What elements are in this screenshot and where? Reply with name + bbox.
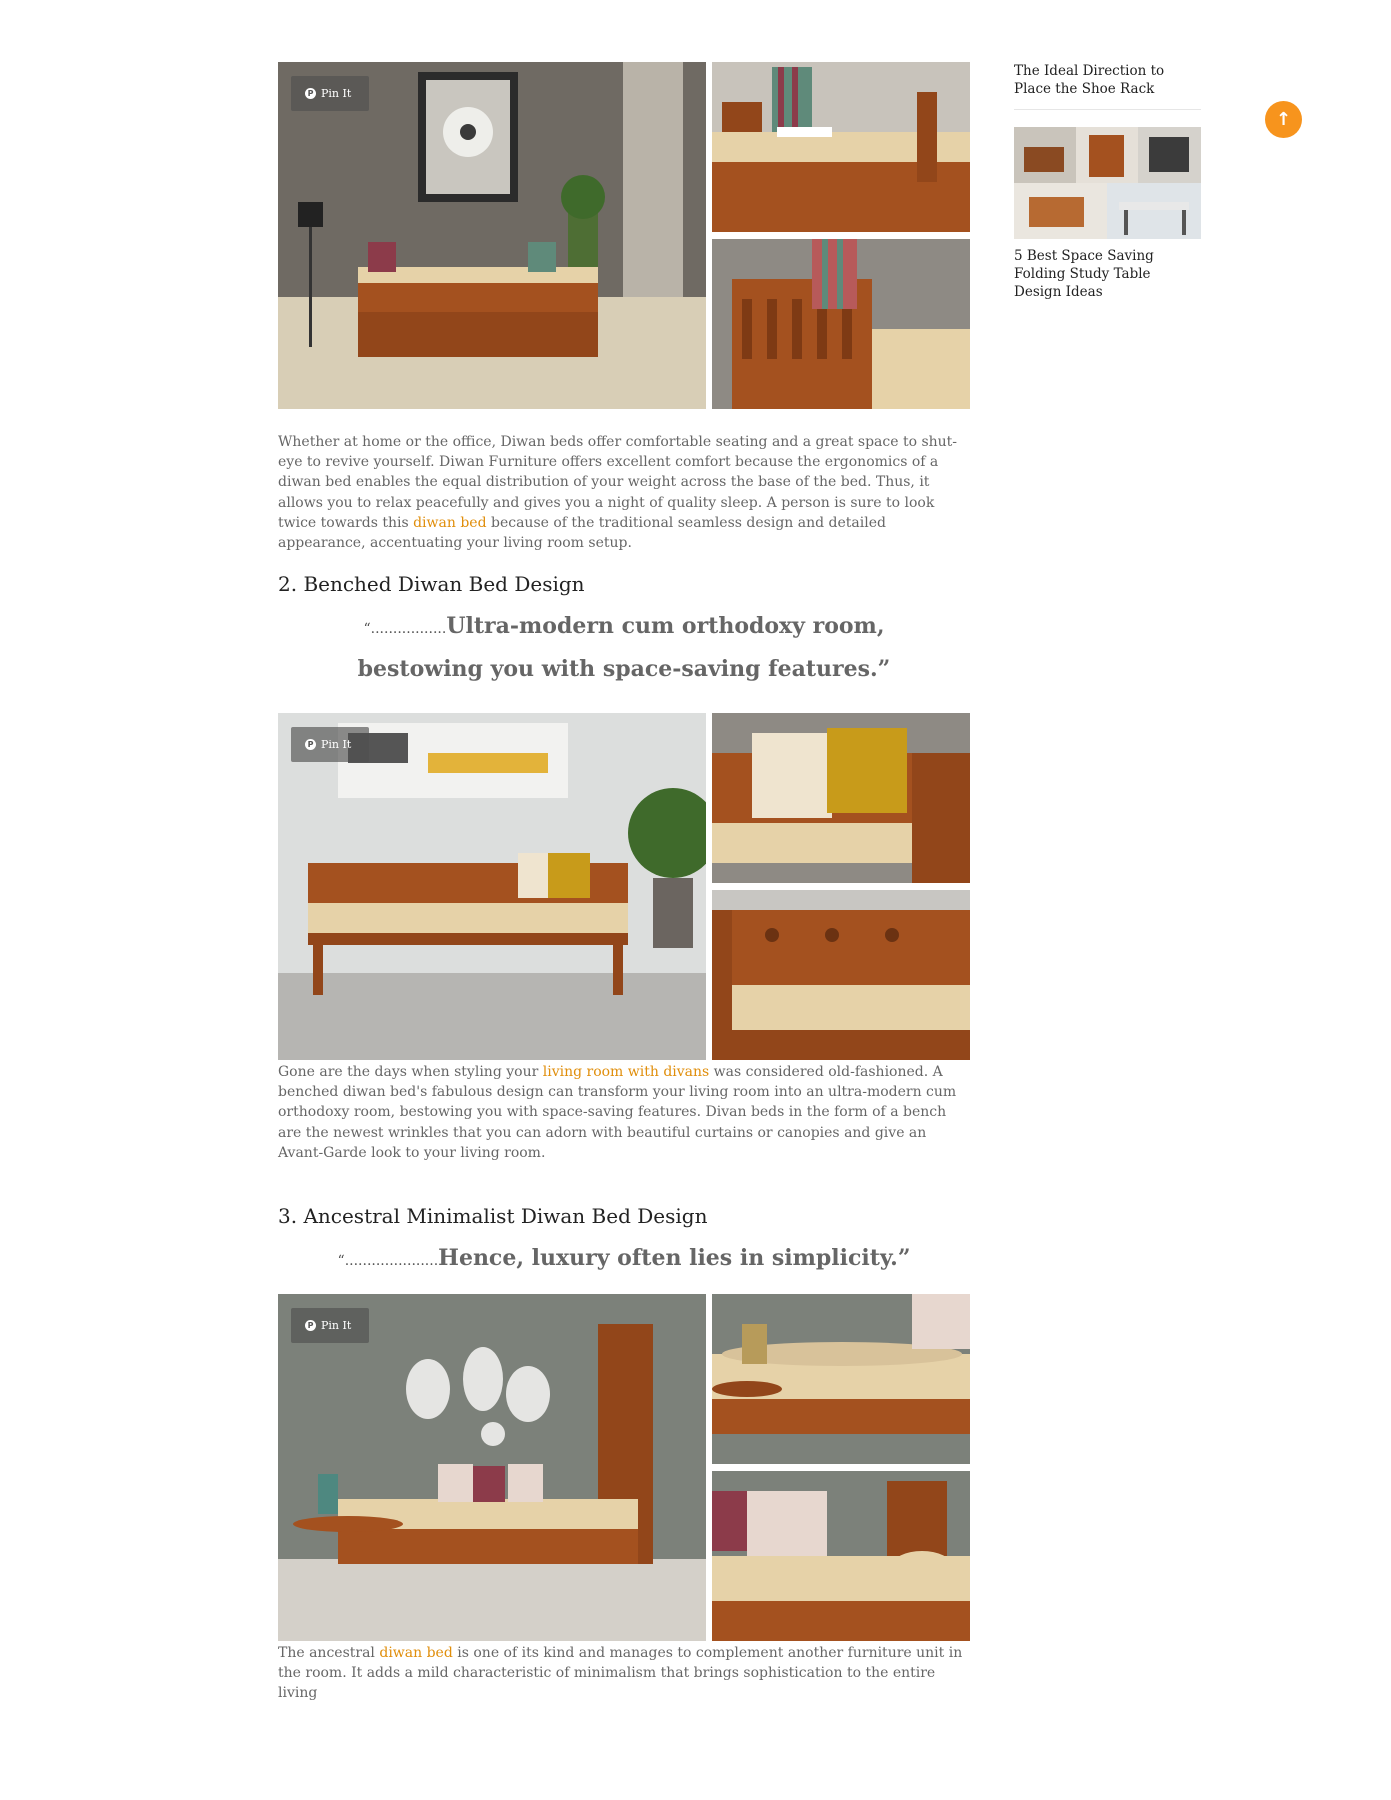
- pull-quote-2: [278, 613, 970, 682]
- benched-diwan-closeup-image-bottom[interactable]: [712, 890, 970, 1060]
- pinterest-icon: P: [305, 739, 316, 750]
- divider: [1014, 109, 1201, 110]
- quote-text: Ultra-modern cum orthodoxy room,: [446, 613, 885, 639]
- related-post-thumbnail-study-table[interactable]: [1014, 127, 1201, 239]
- product-gallery-3: [278, 1294, 970, 1641]
- ancestral-diwan-room-image[interactable]: [278, 1294, 706, 1641]
- article-paragraph-2: [278, 1062, 970, 1163]
- related-post-title-study-table[interactable]: 5 Best Space Saving Folding Study Table Design Ideas: [1014, 248, 1154, 300]
- pin-it-label: Pin It: [321, 1319, 352, 1332]
- pin-it-label: Pin It: [321, 738, 352, 751]
- arrow-up-icon: ↑: [1275, 109, 1292, 130]
- para-text: is one of its kind and manages to complement another furniture unit in the room. It adds a mild characteristic of minimalism that brings sophistication to the entire living: [278, 1645, 963, 1702]
- pinterest-icon: P: [305, 88, 316, 99]
- diwan-closeup-image-top[interactable]: [712, 62, 970, 232]
- pin-it-button[interactable]: [291, 1308, 369, 1343]
- para-text: because of the traditional seamless design and detailed appearance, accentuating your living room setup.: [278, 514, 886, 552]
- section-heading-benched-diwan: 2. Benched Diwan Bed Design: [278, 572, 585, 596]
- pin-it-button[interactable]: [291, 76, 369, 111]
- para-text: Gone are the days when styling your: [278, 1064, 543, 1080]
- diwan-closeup-image-bottom[interactable]: [712, 239, 970, 409]
- para-text: was considered old-fashioned. A benched diwan bed's fabulous design can transform your living room into an ultra-modern cum orthodoxy room, bestowing you with space-saving features. Divan beds in the form of a bench are the newest wrinkles that you can adorn with beautiful curtains or canopies and give an Avant-Garde look to your living room.: [278, 1064, 957, 1161]
- diwan-room-image[interactable]: [278, 62, 706, 409]
- section-heading-ancestral-diwan: 3. Ancestral Minimalist Diwan Bed Design: [278, 1204, 708, 1228]
- pin-it-label: Pin It: [321, 87, 352, 100]
- benched-diwan-room-image[interactable]: [278, 713, 706, 1060]
- scroll-to-top-button[interactable]: [1265, 101, 1302, 138]
- quote-dots: “.................: [363, 621, 447, 637]
- ancestral-diwan-closeup-image-top[interactable]: [712, 1294, 970, 1464]
- quote-text: Hence, luxury often lies in simplicity.”: [438, 1245, 911, 1271]
- sidebar-related-posts: [1014, 62, 1201, 301]
- pinterest-icon: P: [305, 1320, 316, 1331]
- quote-line-2: bestowing you with space-saving features.”: [357, 656, 891, 682]
- article-paragraph-1: [278, 432, 970, 553]
- product-gallery-1: [278, 62, 970, 409]
- ancestral-diwan-closeup-image-bottom[interactable]: [712, 1471, 970, 1641]
- pull-quote-3: [278, 1245, 970, 1271]
- article-paragraph-3: [278, 1643, 970, 1704]
- product-gallery-2: [278, 713, 970, 1060]
- quote-dots: “.....................: [337, 1253, 439, 1269]
- para-text: Whether at home or the office, Diwan beds offer comfortable seating and a great space to shut-eye to revive yourself. Diwan Furniture offers excellent comfort because the ergonomics of a diwan bed enables the equal distribution of your weight across the base of the bed. Thus, it allows you to relax peacefully and gives you a night of quality sleep. A person is sure to look twice towards this: [278, 434, 958, 531]
- diwan-bed-link[interactable]: diwan bed: [413, 514, 487, 531]
- living-room-divans-link[interactable]: living room with divans: [542, 1064, 710, 1080]
- para-text: The ancestral: [278, 1645, 380, 1661]
- benched-diwan-closeup-image-top[interactable]: [712, 713, 970, 883]
- diwan-bed-link[interactable]: diwan bed: [379, 1645, 453, 1661]
- quote-line-1: [278, 613, 970, 639]
- related-post-title-shoe-rack[interactable]: The Ideal Direction to Place the Shoe Rack: [1014, 63, 1165, 97]
- pin-it-button[interactable]: [291, 727, 369, 762]
